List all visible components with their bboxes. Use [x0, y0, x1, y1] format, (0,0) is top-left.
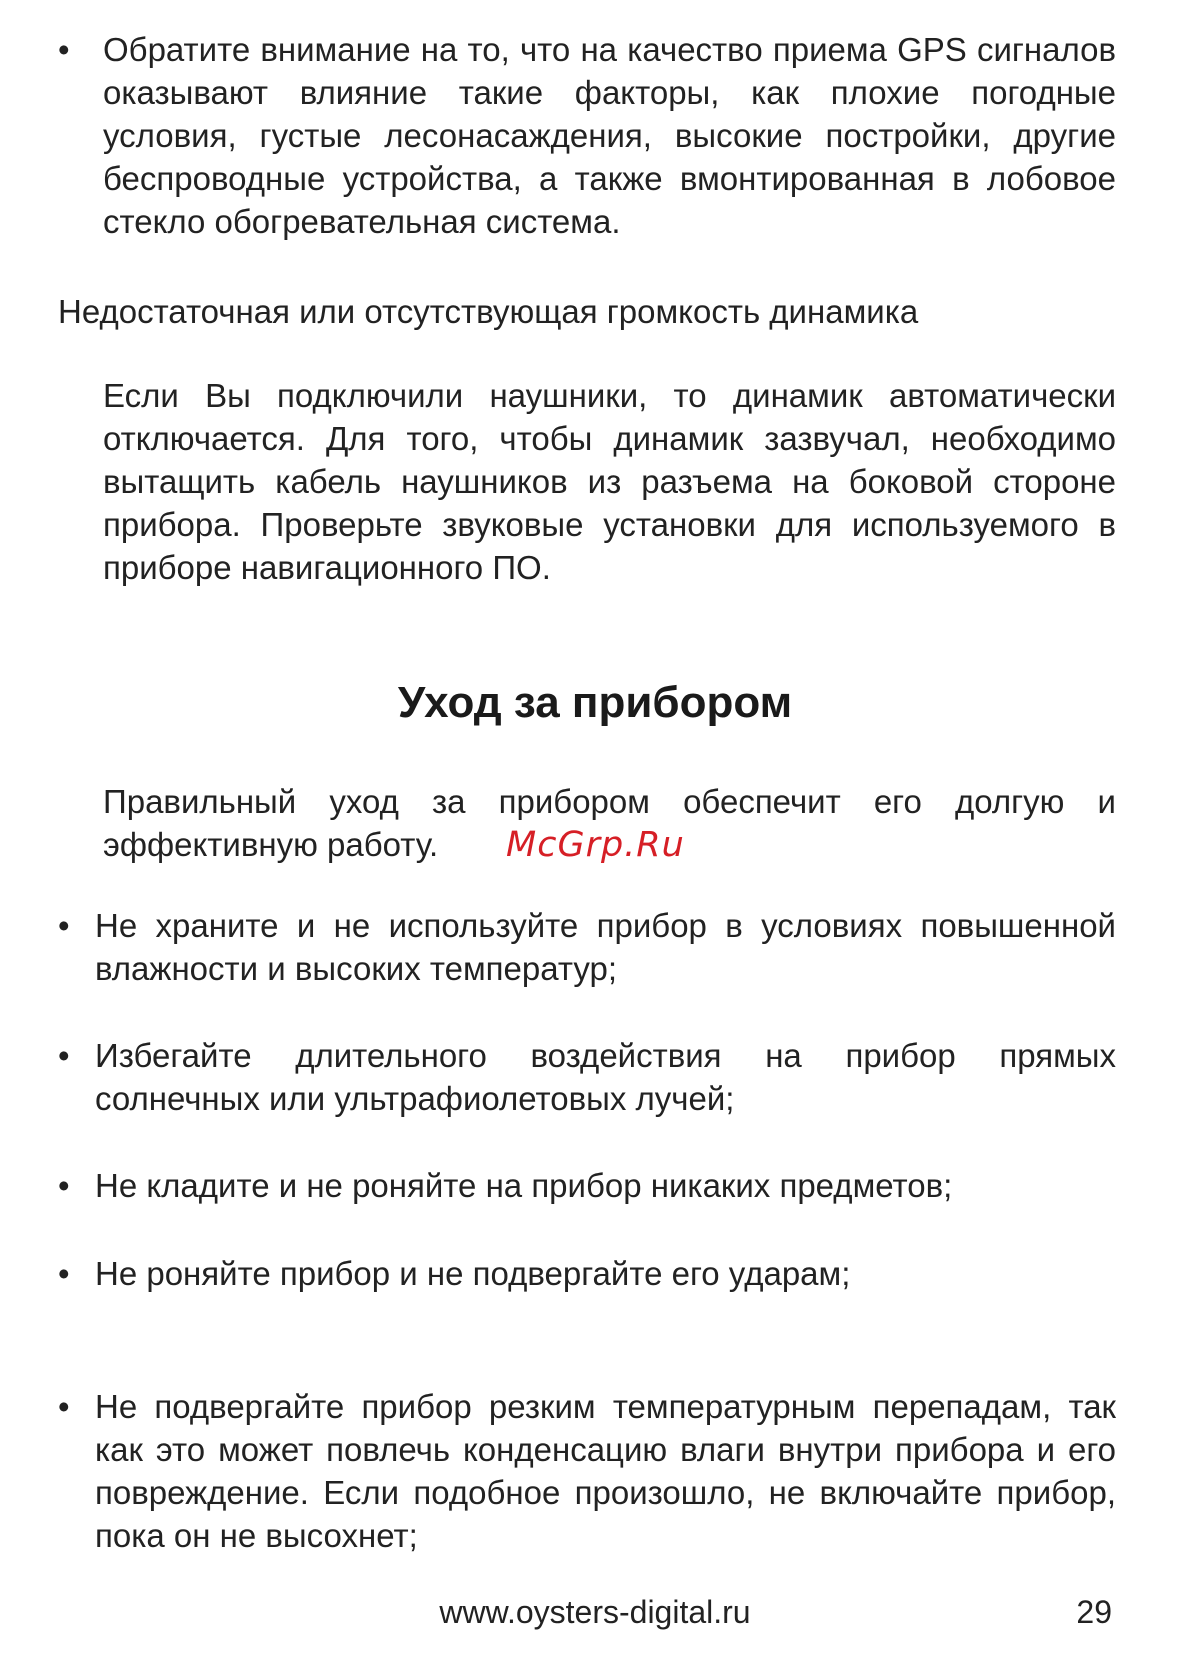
watermark-logo: McGrp.Ru: [506, 825, 685, 865]
care-item-impacts: Не роняйте прибор и не подвергайте его ударам;: [95, 1255, 851, 1292]
bullet-marker: •: [58, 1037, 70, 1074]
care-heading: Уход за прибором: [397, 678, 793, 727]
footer-website-url: www.oysters-digital.ru: [439, 1594, 751, 1630]
care-item-humidity: Не храните и не используйте прибор в условиях повышенной влажности и высоких температур;: [95, 907, 1116, 987]
gps-notice-text: Обратите внимание на то, что на качество приема GPS сигналов оказывают влияние такие факторы, как плохие погодные условия, густые лесонасаждения, высокие постройки, другие беспроводные устройства, а также вмонтированная в лобовое стекло обогревательная система.: [103, 31, 1116, 240]
speaker-problem-title: Недостаточная или отсутствующая громкость динамика: [58, 293, 919, 330]
care-item-sunlight: Избегайте длительного воздействия на прибор прямых солнечных или ультрафиолетовых лучей;: [95, 1037, 1116, 1117]
page-number: 29: [1076, 1594, 1112, 1630]
bullet-marker: •: [58, 1255, 70, 1292]
bullet-marker: •: [58, 1167, 70, 1204]
care-item-objects: Не кладите и не роняйте на прибор никаких предметов;: [95, 1167, 953, 1204]
care-item-temperature: Не подвергайте прибор резким температурным перепадам, так как это может повлечь конденсацию влаги внутри прибора и его повреждение. Если подобное произошло, не включайте прибор, пока он не высохнет;: [95, 1388, 1116, 1554]
bullet-marker: •: [58, 907, 70, 944]
care-intro-text: Правильный уход за прибором обеспечит его долгую и эффективную работу.: [103, 783, 1116, 863]
speaker-problem-text: Если Вы подключили наушники, то динамик автоматически отключается. Для того, чтобы динамик зазвучал, необходимо вытащить кабель наушников из разъема на боковой стороне прибора. Проверьте звуковые установки для используемого в приборе навигационного ПО.: [103, 377, 1116, 586]
bullet-marker: •: [58, 1388, 70, 1425]
bullet-marker: •: [58, 31, 70, 68]
